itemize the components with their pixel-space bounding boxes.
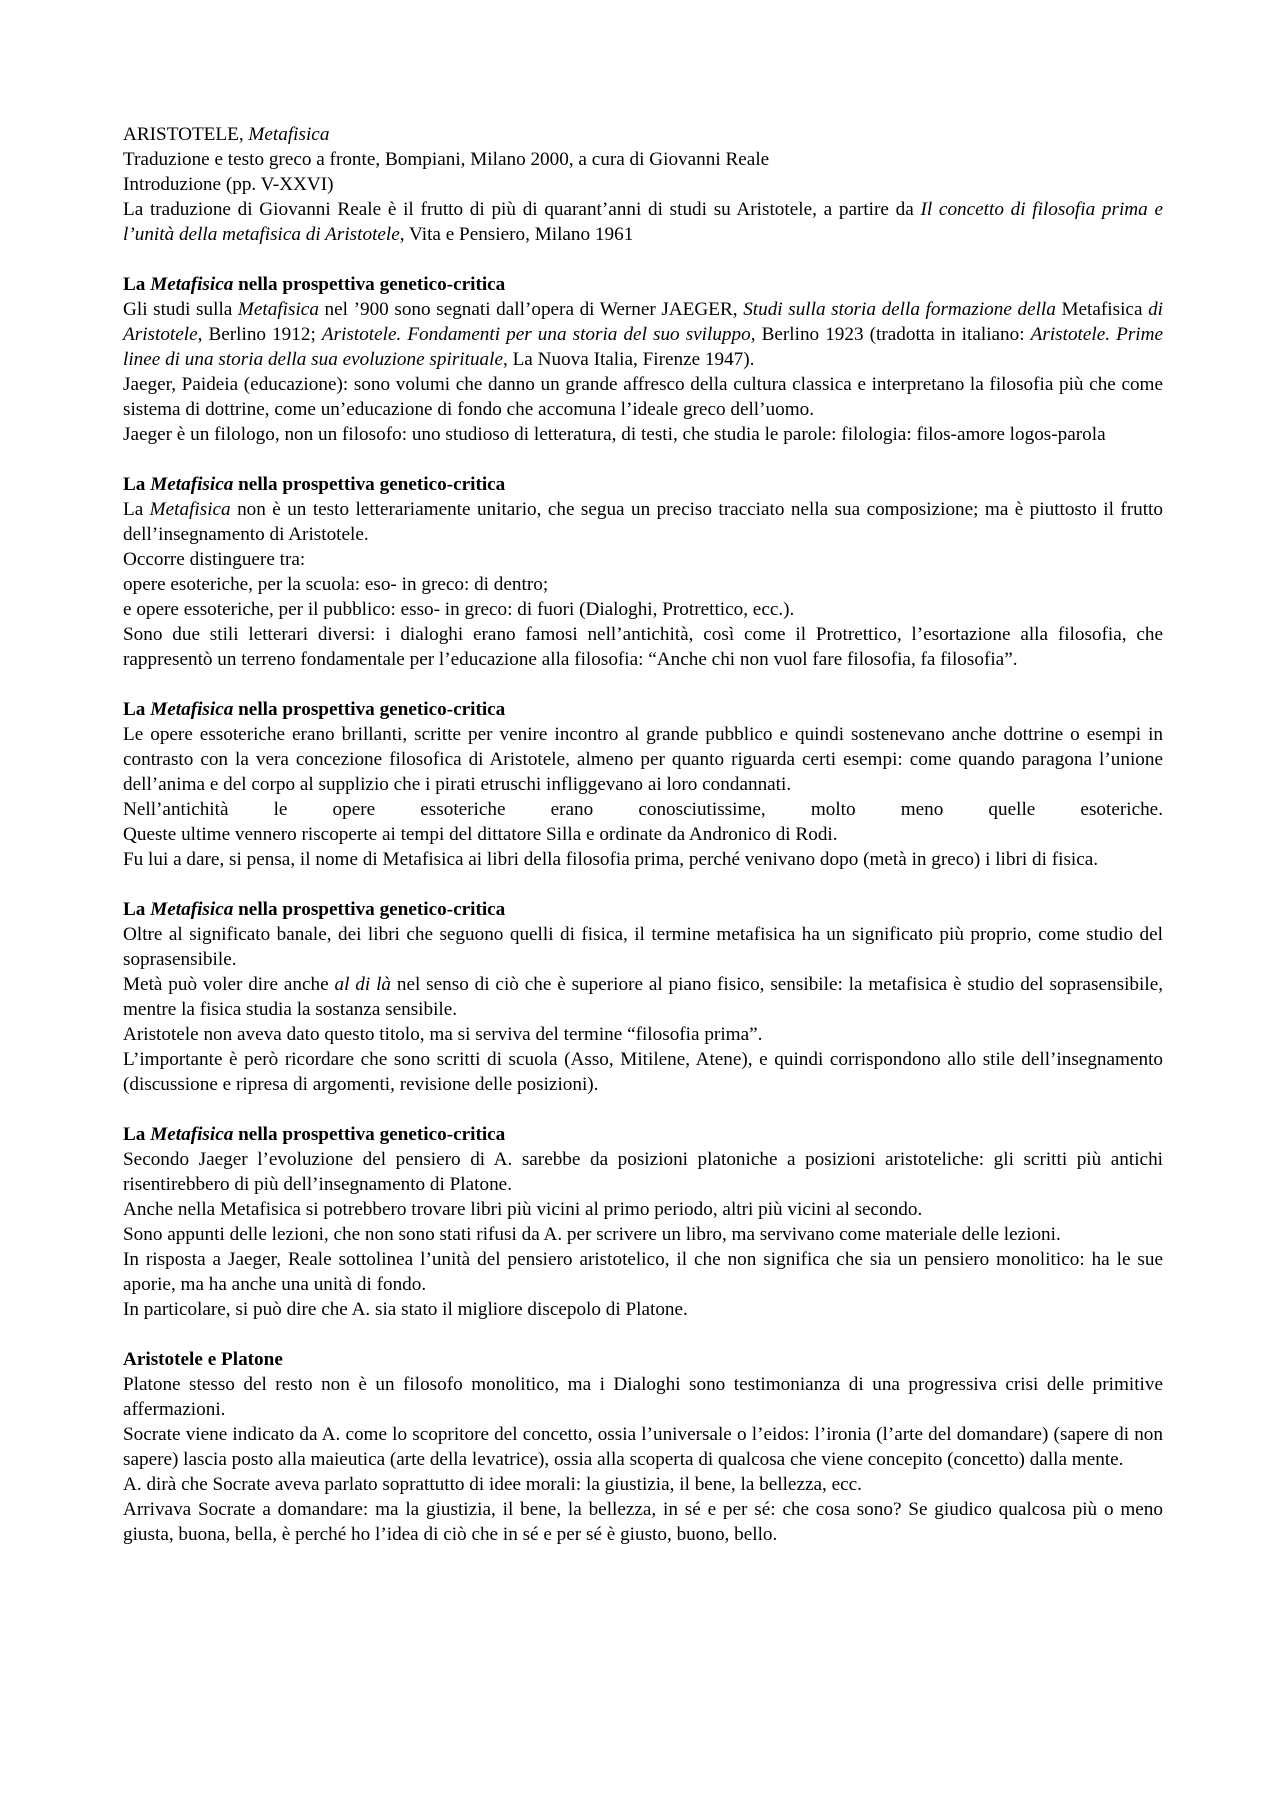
spacer [123, 872, 1163, 897]
spacer [123, 1322, 1163, 1347]
section-heading: La Metafisica nella prospettiva genetico-critica [123, 474, 506, 495]
paragraph: In particolare, si può dire che A. sia stato il migliore discepolo di Platone. [123, 1299, 688, 1320]
paragraph: Sono due stili letterari diversi: i dialoghi erano famosi nell’antichità, così come il Protrettico, l’esortazione alla filosofia, che rappresentò un terreno fondamentale per l’educazione alla filosofia: “Anche chi non vuol fare filosofia, fa filosofia”. [123, 624, 1163, 670]
paragraph: Secondo Jaeger l’evoluzione del pensiero di A. sarebbe da posizioni platoniche a posizioni aristoteliche: gli scritti più antichi risentirebbero di più dell’insegnamento di Platone. [123, 1149, 1163, 1195]
paragraph: Sono appunti delle lezioni, che non sono stati rifusi da A. per scrivere un libro, ma servivano come materiale delle lezioni. [123, 1224, 1061, 1245]
section-heading: La Metafisica nella prospettiva genetico-critica [123, 274, 506, 295]
introduction-line: Introduzione (pp. V-XXVI) [123, 174, 334, 195]
book-work-title: Metafisica [248, 124, 330, 145]
section-heading-aristotele-platone: Aristotele e Platone [123, 1349, 283, 1370]
spacer [123, 1097, 1163, 1122]
spacer [123, 672, 1163, 697]
paragraph: Metà può voler dire anche al di là nel senso di ciò che è superiore al piano fisico, sensibile: la metafisica è studio del soprasensibile, mentre la fisica studia la sostanza sensibile. [123, 974, 1164, 1020]
paragraph: In risposta a Jaeger, Reale sottolinea l’unità del pensiero aristotelico, il che non significa che sia un pensiero monolitico: ha le sue aporie, ma ha anche una unità di fondo. [123, 1249, 1163, 1295]
paragraph: e opere essoteriche, per il pubblico: esso- in greco: di fuori (Dialoghi, Protrettico, ecc.). [123, 599, 795, 620]
paragraph: Occorre distinguere tra: [123, 549, 306, 570]
paragraph: Jaeger è un filologo, non un filosofo: uno studioso di letteratura, di testi, che studia le parole: filologia: filos-amore logos-parola [123, 424, 1106, 445]
section-heading: La Metafisica nella prospettiva genetico-critica [123, 899, 506, 920]
paragraph: Socrate viene indicato da A. come lo scopritore del concetto, ossia l’universale o l’eidos: l’ironia (l’arte del domandare) (sapere di non sapere) lascia posto alla maieutica (arte della levatrice), ossia alla scoperta di qualcosa che viene concepito (concetto) dalla mente. [123, 1424, 1163, 1470]
paragraph: Arrivava Socrate a domandare: ma la giustizia, il bene, la bellezza, in sé e per sé: che cosa sono? Se giudico qualcosa più o meno giusta, buona, bella, è perché ho l’idea di ciò che in sé e per sé è giusto, buono, bello. [123, 1499, 1163, 1545]
paragraph: A. dirà che Socrate aveva parlato soprattutto di idee morali: la giustizia, il bene, la bellezza, ecc. [123, 1474, 862, 1495]
paragraph: Jaeger, Paideia (educazione): sono volumi che danno un grande affresco della cultura classica e interpretano la filosofia più che come sistema di dottrine, come un’educazione di fondo che accomuna l’ideale greco dell’uomo. [123, 374, 1163, 420]
intro-paragraph: La traduzione di Giovanni Reale è il frutto di più di quarant’anni di studi su Aristotele, a partire da Il concetto di filosofia prima e l’unità della metafisica di Aristotele, Vita e Pensiero, Milano 1961 [123, 199, 1163, 245]
section-heading: La Metafisica nella prospettiva genetico-critica [123, 699, 506, 720]
section-heading: La Metafisica nella prospettiva genetico-critica [123, 1124, 506, 1145]
paragraph: Nell’antichità le opere essoteriche erano conosciutissime, molto meno quelle esoteriche. [123, 799, 1163, 820]
edition-line: Traduzione e testo greco a fronte, Bompiani, Milano 2000, a cura di Giovanni Reale [123, 149, 770, 170]
spacer [123, 447, 1163, 472]
paragraph: Oltre al significato banale, dei libri che seguono quelli di fisica, il termine metafisica ha un significato più proprio, come studio del soprasensibile. [123, 924, 1163, 970]
paragraph: Platone stesso del resto non è un filosofo monolitico, ma i Dialoghi sono testimonianza di una progressiva crisi delle primitive affermazioni. [123, 1374, 1163, 1420]
paragraph: opere esoteriche, per la scuola: eso- in greco: di dentro; [123, 574, 549, 595]
spacer [123, 247, 1163, 272]
paragraph: L’importante è però ricordare che sono scritti di scuola (Asso, Mitilene, Atene), e quindi corrispondono allo stile dell’insegnamento (discussione e ripresa di argomenti, revisione delle posizioni). [123, 1049, 1163, 1095]
document-page [123, 122, 1163, 1547]
paragraph: Queste ultime vennero riscoperte ai tempi del dittatore Silla e ordinate da Andronico di Rodi. [123, 824, 838, 845]
book-author: ARISTOTELE, [123, 124, 249, 145]
paragraph: Le opere essoteriche erano brillanti, scritte per venire incontro al grande pubblico e quindi sostenevano anche dottrine o esempi in contrasto con la vera concezione filosofica di Aristotele, almeno per quanto riguarda certi esempi: come quando paragona l’unione dell’anima e del corpo al supplizio che i pirati etruschi infliggevano ai loro condannati. [123, 724, 1163, 795]
paragraph: Fu lui a dare, si pensa, il nome di Metafisica ai libri della filosofia prima, perché venivano dopo (metà in greco) i libri di fisica. [123, 849, 1099, 870]
book-title-line [123, 122, 1163, 147]
paragraph: La Metafisica non è un testo letterariamente unitario, che segua un preciso tracciato nella sua composizione; ma è piuttosto il frutto dell’insegnamento di Aristotele. [123, 499, 1163, 545]
paragraph: Anche nella Metafisica si potrebbero trovare libri più vicini al primo periodo, altri più vicini al secondo. [123, 1199, 923, 1220]
paragraph: Gli studi sulla Metafisica nel ’900 sono segnati dall’opera di Werner JAEGER, Studi sulla storia della formazione della Metafisica di Aristotele, Berlino 1912; Aristotele. Fondamenti per una storia del suo sviluppo, Berlino 1923 (tradotta in italiano: Aristotele. Prime linee di una storia della sua evoluzione spirituale, La Nuova Italia, Firenze 1947). [123, 299, 1164, 370]
paragraph: Aristotele non aveva dato questo titolo, ma si serviva del termine “filosofia prima”. [123, 1024, 763, 1045]
